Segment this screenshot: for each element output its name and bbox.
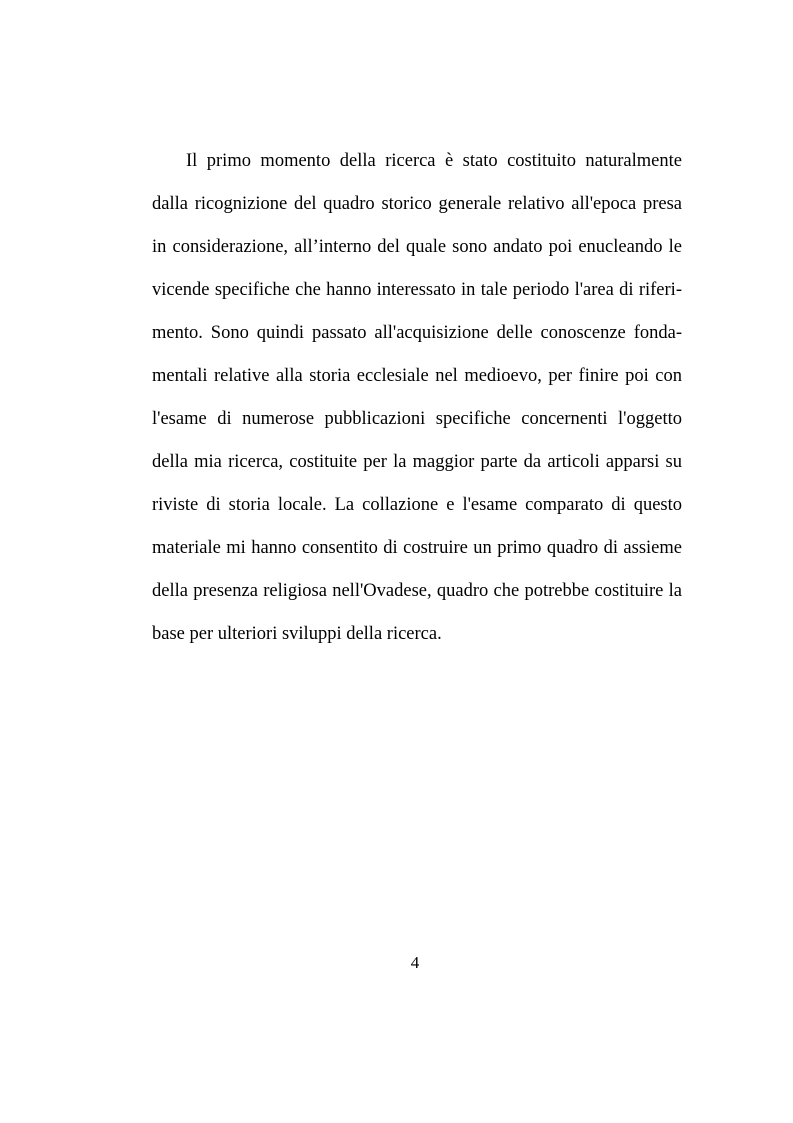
page-number: 4 bbox=[410, 953, 420, 972]
body-paragraph: Il primo momento della ricerca è stato costituito naturalmente dalla ricognizione del quadro storico generale relativo all'epoca presa in considerazione, all’interno del quale sono andato poi enucleando le vicende specifiche che hanno interessato in tale periodo l'area di riferimento. Sono quindi passato all'acquisizione delle conoscenze fondamentali relative alla storia ecclesiale nel medioevo, per finire poi con l'esame di numerose pubblicazioni specifiche concernenti l'oggetto della mia ricerca, costituite per la maggior parte da articoli apparsi su riviste di storia locale. La collazione e l'esame comparato di questo materiale mi hanno consentito di costruire un primo quadro di assieme della presenza religiosa nell'Ovadese, quadro che potrebbe costituire la base per ulteriori sviluppi della ricerca. bbox=[152, 151, 682, 644]
